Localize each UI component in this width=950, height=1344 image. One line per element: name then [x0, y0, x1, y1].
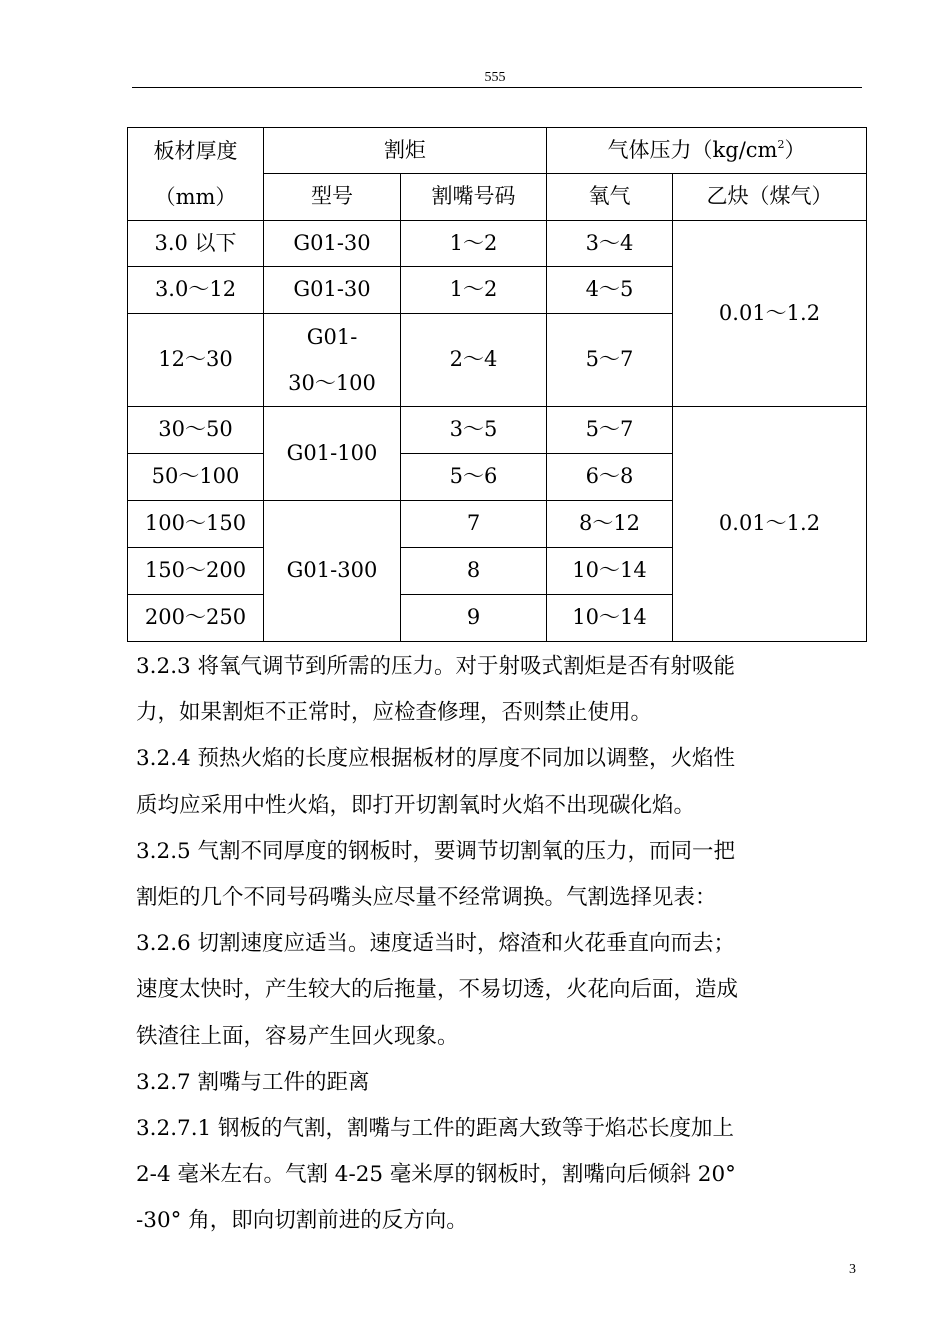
header-thickness-line1: 板材厚度: [153, 139, 238, 163]
cell-oxygen: 10～14: [547, 595, 673, 642]
cell-thickness: 3.0～12: [128, 267, 264, 314]
cell-model-g01-300: G01-300: [264, 501, 401, 642]
body-line: 速度太快时，产生较大的后拖量，不易切透，火花向后面，造成: [136, 977, 739, 1003]
cell-nozzle: 2～4: [401, 314, 547, 407]
body-line: 3.2.7.1 钢板的气割，割嘴与工件的距离大致等于焰芯长度加上: [136, 1116, 735, 1142]
cell-thickness: 30～50: [128, 407, 264, 454]
cell-model: [264, 314, 401, 407]
cell-oxygen: 8～12: [547, 501, 673, 548]
cell-model-g01-100: G01-100: [264, 407, 401, 501]
cell-thickness: 12～30: [128, 314, 264, 407]
cell-oxygen: 6～8: [547, 454, 673, 501]
cell-model-line1: G01-: [306, 325, 358, 349]
cell-acetylene-group1: 0.01～1.2: [673, 221, 867, 407]
header-gas-pressure-prefix: 气体压力（kg/cm: [607, 137, 778, 162]
header-rule: [132, 87, 862, 88]
body-line: 质均应采用中性火焰，即打开切割氧时火焰不出现碳化焰。: [136, 792, 696, 818]
body-line: 3.2.5 气割不同厚度的钢板时，要调节切割氧的压力，而同一把: [136, 838, 736, 864]
table-row: [128, 407, 867, 454]
header-model: 型号: [264, 174, 401, 221]
header-torch: 割炬: [264, 128, 547, 174]
body-line: 2-4 毫米左右。气割 4-25 毫米厚的钢板时，割嘴向后倾斜 20°: [136, 1162, 736, 1188]
cell-oxygen: 5～7: [547, 407, 673, 454]
body-text: [136, 644, 866, 1245]
cell-thickness: 100～150: [128, 501, 264, 548]
cell-oxygen: 4～5: [547, 267, 673, 314]
cell-acetylene-group2: 0.01～1.2: [673, 407, 867, 642]
cutting-parameters-table: [127, 127, 867, 642]
header-oxygen: 氧气: [547, 174, 673, 221]
cell-thickness: 200～250: [128, 595, 264, 642]
header-gas-pressure-suffix: ）: [784, 137, 806, 162]
cell-nozzle: 1～2: [401, 221, 547, 267]
table-row: [128, 221, 867, 267]
body-line: 力，如果割炬不正常时，应检查修理，否则禁止使用。: [136, 700, 653, 726]
header-nozzle: 割嘴号码: [401, 174, 547, 221]
body-line: 3.2.3 将氧气调节到所需的压力。对于射吸式割炬是否有射吸能: [136, 654, 736, 679]
cell-thickness: 150～200: [128, 548, 264, 595]
body-line: 3.2.6 切割速度应适当。速度适当时，熔渣和火花垂直向而去；: [136, 931, 736, 957]
cell-nozzle: 3～5: [401, 407, 547, 454]
cell-thickness: 50～100: [128, 454, 264, 501]
cell-oxygen: 5～7: [547, 314, 673, 407]
cell-oxygen: 3～4: [547, 221, 673, 267]
table-header-row: [128, 128, 867, 174]
cell-nozzle: 8: [401, 548, 547, 595]
cell-model-line2: 30～100: [288, 371, 376, 395]
cell-thickness: 3.0 以下: [128, 221, 264, 267]
body-line: 3.2.4 预热火焰的长度应根据板材的厚度不同加以调整，火焰性: [136, 746, 736, 772]
header-gas-pressure: [547, 128, 867, 174]
header-gas-pressure-sup: 2: [777, 137, 785, 151]
header-acetylene: 乙炔（煤气）: [673, 174, 867, 221]
body-line: -30° 角，即向切割前进的反方向。: [136, 1208, 468, 1234]
cell-oxygen: 10～14: [547, 548, 673, 595]
page-footer-number: 3: [849, 1262, 856, 1277]
cell-model: G01-30: [264, 221, 401, 267]
body-line: 3.2.7 割嘴与工件的距离: [136, 1069, 370, 1095]
header-thickness-line2: （mm）: [154, 185, 237, 209]
body-line: 铁渣往上面，容易产生回火现象。: [136, 1023, 459, 1049]
cell-nozzle: 1～2: [401, 267, 547, 314]
cell-nozzle: 9: [401, 595, 547, 642]
cell-nozzle: 5～6: [401, 454, 547, 501]
cell-model: G01-30: [264, 267, 401, 314]
page-header-number: 555: [484, 70, 506, 85]
header-thickness: [128, 128, 264, 221]
body-line: 割炬的几个不同号码嘴头应尽量不经常调换。气割选择见表：: [136, 885, 717, 911]
cell-nozzle: 7: [401, 501, 547, 548]
